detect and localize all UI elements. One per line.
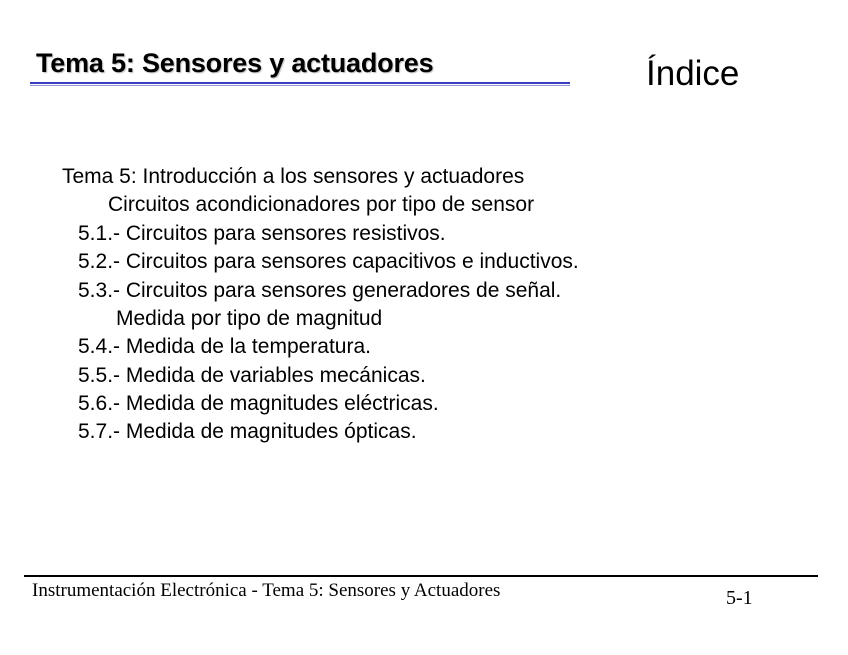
toc-group-sensor-type: Circuitos acondicionadores por tipo de sensor: [108, 193, 535, 216]
toc-item-5-4: 5.4.- Medida de la temperatura.: [78, 335, 371, 358]
footer-course-title: Instrumentación Electrónica - Tema 5: Sensores y Actuadores: [32, 580, 501, 601]
title-underline-secondary: [30, 85, 570, 86]
footer-divider: [24, 575, 818, 577]
toc-item-5-1: 5.1.- Circuitos para sensores resistivos.: [78, 222, 446, 245]
toc-item-5-2: 5.2.- Circuitos para sensores capacitivos e inductivos.: [78, 250, 579, 273]
toc-item-5-3: 5.3.- Circuitos para sensores generadores de señal.: [78, 279, 562, 302]
toc-item-5-7: 5.7.- Medida de magnitudes ópticas.: [78, 420, 417, 443]
toc-item-5-6: 5.6.- Medida de magnitudes eléctricas.: [78, 392, 439, 415]
page-number: 5-1: [726, 587, 753, 609]
title-underline-primary: [30, 82, 570, 84]
section-heading: Índice: [646, 54, 740, 93]
toc-item-5-5: 5.5.- Medida de variables mecánicas.: [78, 364, 426, 387]
toc-item-topic: Tema 5: Introducción a los sensores y actuadores: [62, 165, 525, 188]
slide-title: Tema 5: Sensores y actuadores: [36, 48, 434, 78]
toc-group-magnitude: Medida por tipo de magnitud: [116, 307, 383, 330]
